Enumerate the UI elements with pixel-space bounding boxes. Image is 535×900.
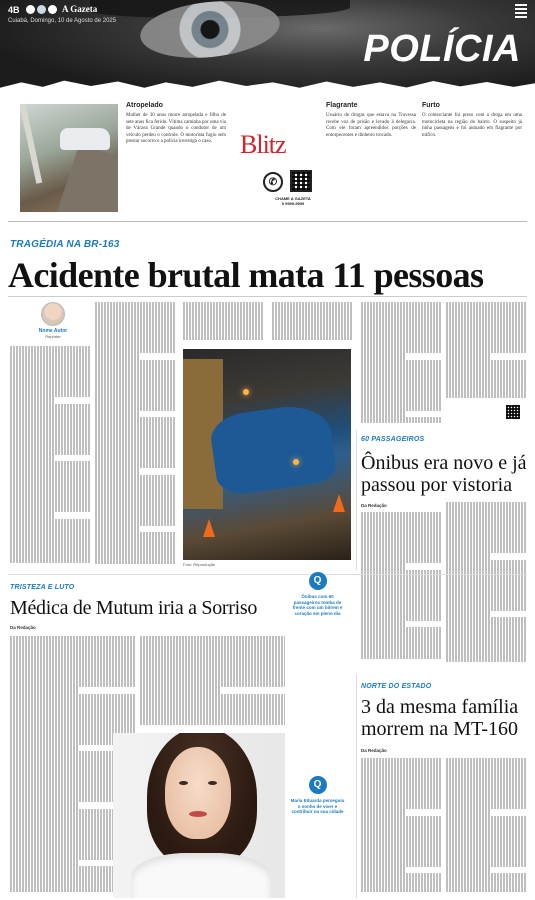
story3-kicker: TRISTEZA E LUTO (10, 584, 75, 591)
article-text-column (446, 758, 526, 896)
blitz-item-flagrante (326, 102, 416, 139)
sidebar-note (290, 776, 345, 815)
section-header (0, 0, 535, 95)
whatsapp-number: 9 9999-9999 (281, 201, 305, 206)
text-line (446, 391, 526, 397)
blitz-box (8, 98, 527, 222)
blitz-item-title: Atropelado (126, 102, 163, 109)
page-number: 4B (8, 5, 20, 15)
blitz-item-title: Furto (422, 102, 440, 109)
blitz-item-text: Usuário de drogas que estava na Travessa recebe voz de prisão e levado à delegacia. Com ele foram apreendidos porções de entorpecentes e dinheiro trocado. (326, 113, 416, 138)
text-line (10, 557, 90, 563)
story4-kicker: NORTE DO ESTADO (361, 683, 432, 690)
article-text-column (10, 346, 90, 566)
portrait-photo (113, 733, 285, 898)
text-line (95, 558, 175, 564)
dateline: Cuiabá, Domingo, 10 de Agosto de 2025 (8, 18, 117, 24)
blitz-item-text: Mulher de 30 anos morre atropelada e filho de sete anos fica ferido. Vítima caminha por uma via de Várzea Grande quando o condutor de um veículo perdeu o controle. O motorista fugiu sem prestar socorro e a polícia investiga o caso. (126, 113, 226, 144)
barcode-icon (515, 4, 527, 18)
text-line (272, 334, 352, 340)
story3-headline: Médica de Mutum iria a Sorriso (10, 597, 258, 619)
byline: Da Redação (10, 625, 36, 630)
blitz-item-text: O comerciante foi preso com a droga em uma motocicleta na região do bairro. O suspeito já tinha passagens e foi autuado em flagrante por tráfico. (422, 113, 522, 138)
byline: Da Redação (361, 503, 387, 508)
sidebar-text: Ônibus com 60 passageiros tomba de frente com um bitrem e coração em pleno dia (292, 594, 343, 616)
divider (8, 574, 527, 575)
text-line (361, 417, 441, 423)
article-text-column (361, 758, 441, 896)
author-name: Nome Autor (38, 328, 68, 334)
text-line (361, 653, 441, 659)
article-text-column (95, 302, 175, 566)
sidebar-text: Maria Eduarda perseguiu o sonho de viver e contribuir na sua cidade (290, 798, 345, 815)
paper-name: A Gazeta (62, 4, 98, 14)
divider (356, 674, 357, 898)
article-text-column (361, 512, 441, 662)
sidebar-note (290, 572, 345, 616)
article-text-column (183, 302, 263, 346)
blitz-item-furto (422, 102, 522, 139)
avatar (41, 302, 65, 326)
article-text-column (446, 302, 526, 402)
author-box (30, 302, 76, 339)
side-kicker: 60 PASSAGEIROS (361, 436, 425, 443)
byline: Da Redação (361, 748, 387, 753)
brand-dots-icon (26, 5, 57, 14)
text-line (183, 334, 263, 340)
quote-icon: Q (309, 776, 327, 794)
qr-code-icon[interactable] (506, 405, 520, 419)
whatsapp-cta-label: CHAME A GAZETA (275, 196, 311, 201)
side-headline: Ônibus era novo e já passou por vistoria (361, 452, 527, 496)
whatsapp-cta (258, 196, 328, 206)
qr-code-icon[interactable] (290, 170, 312, 192)
divider (8, 296, 527, 297)
text-line (446, 655, 526, 661)
accident-scene-photo (183, 349, 351, 560)
quote-icon: Q (309, 572, 327, 590)
main-kicker: TRAGÉDIA NA BR-163 (10, 239, 120, 250)
blitz-item-atropelado (126, 102, 226, 146)
article-text-column (140, 636, 285, 728)
author-role: Repórter (45, 334, 61, 339)
article-text-column (446, 502, 526, 662)
divider (356, 430, 357, 570)
accident-photo (20, 104, 118, 212)
text-line (361, 886, 441, 892)
text-line (446, 886, 526, 892)
story4-headline: 3 da mesma família morrem na MT-160 (361, 696, 519, 740)
blitz-logo: Blitz (240, 130, 286, 159)
article-text-column (361, 302, 441, 424)
text-line (140, 719, 285, 725)
article-text-column (272, 302, 352, 346)
blitz-item-title: Flagrante (326, 102, 358, 109)
main-headline: Acidente brutal mata 11 pessoas (8, 255, 484, 295)
photo-credit: Foto: Reprodução (183, 562, 216, 567)
section-title: POLÍCIA (363, 28, 521, 70)
whatsapp-icon[interactable]: ✆ (263, 172, 283, 192)
